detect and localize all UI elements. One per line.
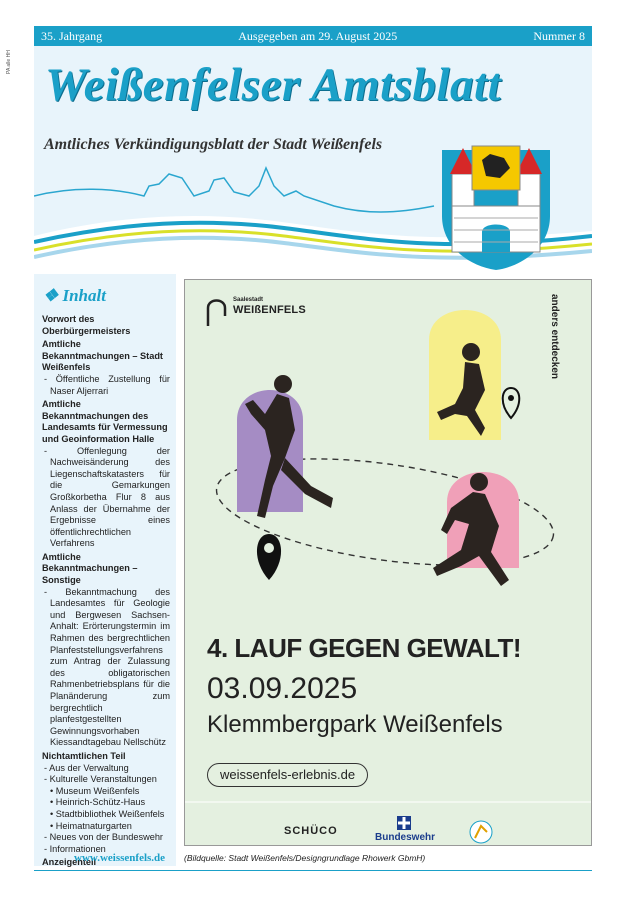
issue-bar	[34, 26, 592, 46]
toc-item: - Informationen	[44, 843, 106, 854]
toc-section: Amtliche Bekanntmachungen – Sonstige	[42, 551, 138, 586]
coat-of-arms	[442, 146, 550, 270]
newspaper-title: Weißenfelser Amtsblatt	[45, 59, 502, 111]
toc-section: Anzeigenteil	[42, 857, 97, 868]
event-headline: 4. LAUF GEGEN GEWALT!	[207, 633, 522, 663]
toc-subitem: • Heinrich-Schütz-Haus	[50, 797, 146, 808]
logo-tagline: Saalestadt	[233, 297, 264, 303]
sport-badge-icon	[470, 821, 492, 843]
event-url[interactable]: weissenfels-erlebnis.de	[207, 763, 368, 787]
city-logo-icon	[208, 301, 225, 327]
issue-date: Ausgegeben am 29. August 2025	[238, 28, 398, 43]
issue-number: Nummer 8	[533, 28, 585, 43]
toc-item: - Öffentliche Zustellung für Naser Aljerrari	[44, 373, 170, 396]
city-skyline-outline	[34, 168, 434, 212]
masthead	[34, 46, 592, 274]
bundeswehr-cross-icon	[397, 816, 411, 830]
map-pin-icon	[503, 388, 520, 418]
event-location: Klemmbergpark Weißenfels	[207, 711, 503, 738]
toc-heading: ❖ Inhalt	[43, 286, 106, 305]
toc-item: - Kulturelle Veranstaltungen	[44, 774, 157, 785]
toc-section: Nichtamtlichen Teil	[42, 750, 126, 761]
toc-item: - Aus der Verwaltung	[44, 762, 129, 773]
toc-subitem: • Stadtbibliothek Weißenfels	[50, 808, 165, 819]
toc-item: - Offenlegung der Nachweisänderung des Liegenschaftskatasters für die Gemarkungen Großkorbetha Flur 8 aus Anlass der Übernahme der Ergebnisse eines öffentlichrechtlichen Verfahrens	[44, 445, 170, 549]
map-pin-icon	[257, 534, 281, 580]
toc-section: Amtliche Bekanntmachungen des Landesamts für Vermessung und Geoinformation Halle	[42, 399, 168, 444]
image-credit: (Bildquelle: Stadt Weißenfels/Designgrundlage Rhowerk GbmH)	[184, 853, 426, 863]
print-code: PA alle HH	[6, 50, 12, 74]
sponsor-schueco: SCHÜCO	[284, 825, 338, 837]
logo-wordmark: WEIßENFELS	[233, 304, 306, 316]
table-of-contents	[34, 274, 176, 866]
website-link[interactable]: www.weissenfels.de	[74, 852, 166, 864]
toc-section: Vorwort des Oberbürgermeisters	[42, 314, 131, 336]
toc-section: Amtliche Bekanntmachungen – Stadt Weißenfels	[42, 339, 163, 373]
toc-item: - Neues von der Bundeswehr	[44, 832, 163, 843]
volume: 35. Jahrgang	[41, 28, 103, 43]
slogan-vertical: anders entdecken	[549, 294, 560, 380]
sponsor-bundeswehr: Bundeswehr	[375, 832, 436, 843]
event-poster	[184, 279, 592, 846]
newspaper-subtitle: Amtliches Verkündigungsblatt der Stadt Weißenfels	[44, 136, 383, 153]
toc-list	[42, 312, 170, 869]
toc-subitem: • Heimatnaturgarten	[50, 820, 132, 831]
event-date: 03.09.2025	[207, 672, 358, 705]
toc-subitem: • Museum Weißenfels	[50, 785, 140, 796]
footer-rule	[34, 870, 592, 871]
toc-item: - Bekanntmachung des Landesamtes für Geologie und Bergwesen Sachsen-Anhalt: Erörterungstermin im Rahmen des bergrechtlichen Planfeststellungsverfahrens zum Antrag der Zulassung des obligatorischen Rahmenbetriebsplans für die Planänderung zum bergrechtlich planfestgestellten Gewinnungsvorhaben Kiessandtagebau Nellschütz	[44, 586, 170, 748]
poster-illustration	[185, 280, 592, 846]
